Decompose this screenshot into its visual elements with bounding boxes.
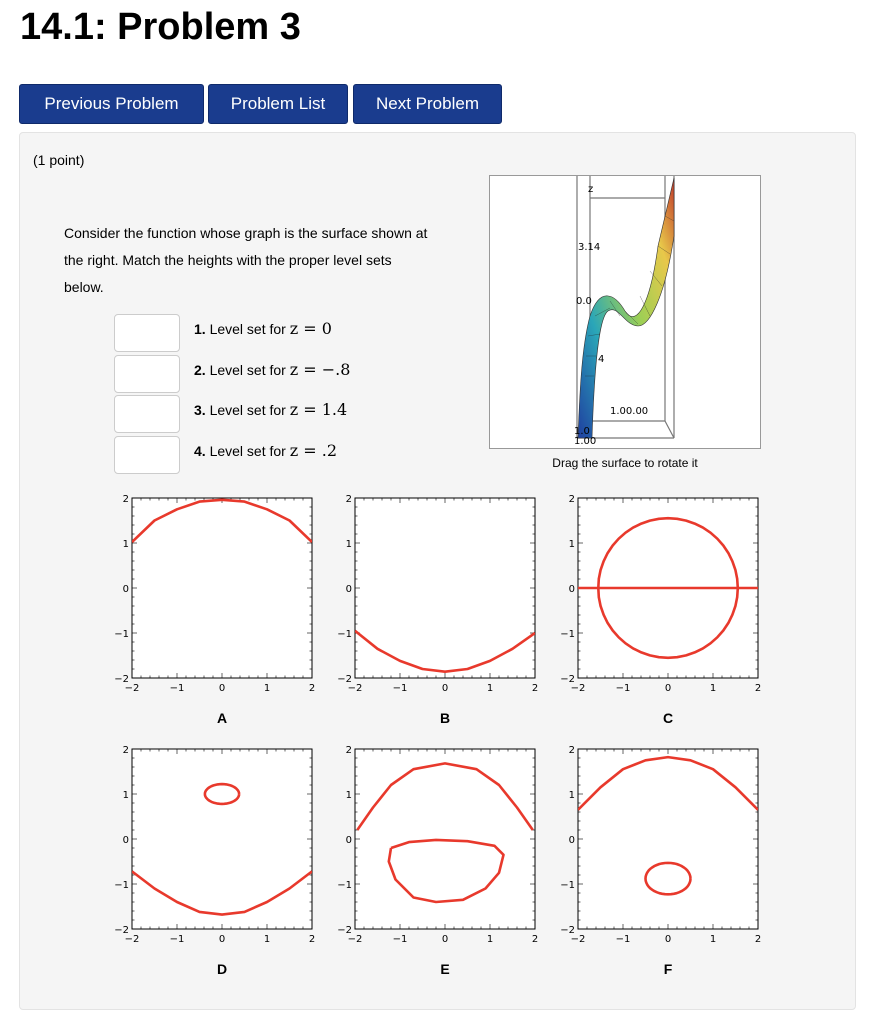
previous-problem-button[interactable]: Previous Problem [19, 84, 204, 124]
question-number: 1. [194, 321, 206, 337]
problem-list-button[interactable]: Problem List [208, 84, 348, 124]
surface-tick-corner: 1.0 [574, 426, 590, 437]
y-tick-label: 1 [122, 790, 129, 801]
problem-prompt: Consider the function whose graph is the surface shown at the right. Match the heights with the proper level sets below. [64, 225, 428, 295]
surface-tick-edge: 1.00.00 [610, 406, 649, 417]
x-tick-label: 1 [709, 934, 717, 945]
question-text: Level set for [209, 443, 290, 459]
y-tick-label: 2 [345, 745, 352, 756]
question-text: Level set for [209, 402, 290, 418]
surface-axis-label: z [588, 184, 594, 195]
surface-tick-corner-2: 1.00 [574, 436, 597, 447]
surface-tick-low: 4 [598, 354, 605, 365]
x-tick-label: −2 [347, 934, 363, 945]
level-set-plot-c [554, 492, 774, 701]
next-problem-button[interactable]: Next Problem [353, 84, 502, 124]
plot-label-e: E [440, 961, 450, 977]
x-tick-label: −2 [570, 683, 586, 694]
x-tick-label: 2 [531, 934, 539, 945]
y-tick-label: 0 [345, 835, 352, 846]
question-number: 4. [194, 443, 206, 459]
level-set-plot-a [108, 492, 328, 701]
x-tick-label: −1 [615, 934, 631, 945]
plot-frame [132, 749, 312, 929]
level-set-plot-b [331, 492, 551, 701]
question-3 [194, 400, 347, 419]
x-tick-label: 1 [263, 683, 271, 694]
x-tick-label: −2 [570, 934, 586, 945]
level-set-plot-d [108, 743, 328, 952]
x-tick-label: 0 [664, 934, 672, 945]
page-title: 14.1: Problem 3 [20, 6, 301, 48]
x-tick-label: 0 [664, 683, 672, 694]
x-tick-label: 1 [709, 683, 717, 694]
question-expr: z = −.8 [289, 360, 351, 379]
y-tick-label: 0 [345, 584, 352, 595]
level-set-plot-f [554, 743, 774, 952]
point-value: (1 point) [33, 152, 85, 168]
y-tick-label: −2 [337, 925, 352, 936]
x-tick-label: −1 [392, 683, 408, 694]
question-number: 3. [194, 402, 206, 418]
y-tick-label: −1 [337, 629, 352, 640]
surface-tick-top: 3.14 [578, 242, 601, 253]
question-text: Level set for [209, 362, 290, 378]
level-set-plot-e [331, 743, 551, 952]
x-tick-label: 0 [218, 683, 226, 694]
x-tick-label: −1 [392, 934, 408, 945]
surface-3d-viewer[interactable] [489, 175, 761, 449]
x-tick-label: 2 [754, 934, 762, 945]
y-tick-label: −2 [114, 925, 129, 936]
x-tick-label: 1 [263, 934, 271, 945]
plot-label-a: A [216, 710, 228, 726]
y-tick-label: −1 [560, 880, 575, 891]
x-tick-label: 0 [441, 934, 449, 945]
y-tick-label: 0 [122, 835, 129, 846]
plot-frame [578, 749, 758, 929]
x-tick-label: 1 [486, 934, 494, 945]
answer-input-4[interactable] [114, 436, 180, 474]
question-4 [194, 441, 337, 460]
x-tick-label: −2 [347, 683, 363, 694]
x-tick-label: 2 [308, 683, 316, 694]
x-tick-label: 0 [218, 934, 226, 945]
y-tick-label: −2 [560, 925, 575, 936]
x-tick-label: 0 [441, 683, 449, 694]
surface-tick-mid: 0.0 [576, 296, 592, 307]
y-tick-label: 1 [122, 539, 129, 550]
y-tick-label: 1 [345, 539, 352, 550]
plot-label-b: B [439, 710, 451, 726]
answer-input-2[interactable] [114, 355, 180, 393]
x-tick-label: −2 [124, 683, 140, 694]
y-tick-label: 2 [122, 494, 129, 505]
x-tick-label: −1 [615, 683, 631, 694]
y-tick-label: 0 [568, 584, 575, 595]
y-tick-label: 0 [122, 584, 129, 595]
plot-label-d: D [216, 961, 228, 977]
y-tick-label: 2 [122, 745, 129, 756]
plot-label-c: C [662, 710, 674, 726]
plot-label-f: F [663, 961, 673, 977]
x-tick-label: −2 [124, 934, 140, 945]
question-2 [194, 360, 350, 379]
surface-caption: Drag the surface to rotate it [552, 456, 698, 470]
question-expr: z = 1.4 [289, 400, 348, 419]
y-tick-label: −2 [114, 674, 129, 685]
y-tick-label: −1 [337, 880, 352, 891]
y-tick-label: −1 [114, 629, 129, 640]
y-tick-label: 1 [568, 539, 575, 550]
answer-input-3[interactable] [114, 395, 180, 433]
question-expr: z = 0 [289, 319, 332, 338]
y-tick-label: −2 [560, 674, 575, 685]
question-expr: z = .2 [289, 441, 338, 460]
y-tick-label: −1 [114, 880, 129, 891]
y-tick-label: 2 [345, 494, 352, 505]
x-tick-label: 2 [308, 934, 316, 945]
question-number: 2. [194, 362, 206, 378]
question-text: Level set for [209, 321, 290, 337]
y-tick-label: 2 [568, 745, 575, 756]
answer-input-1[interactable] [114, 314, 180, 352]
y-tick-label: −2 [337, 674, 352, 685]
y-tick-label: 1 [568, 790, 575, 801]
x-tick-label: 1 [486, 683, 494, 694]
y-tick-label: 2 [568, 494, 575, 505]
x-tick-label: 2 [531, 683, 539, 694]
x-tick-label: −1 [169, 934, 185, 945]
y-tick-label: 1 [345, 790, 352, 801]
y-tick-label: 0 [568, 835, 575, 846]
x-tick-label: −1 [169, 683, 185, 694]
x-tick-label: 2 [754, 683, 762, 694]
y-tick-label: −1 [560, 629, 575, 640]
question-1 [194, 319, 332, 338]
plot-frame [132, 498, 312, 678]
